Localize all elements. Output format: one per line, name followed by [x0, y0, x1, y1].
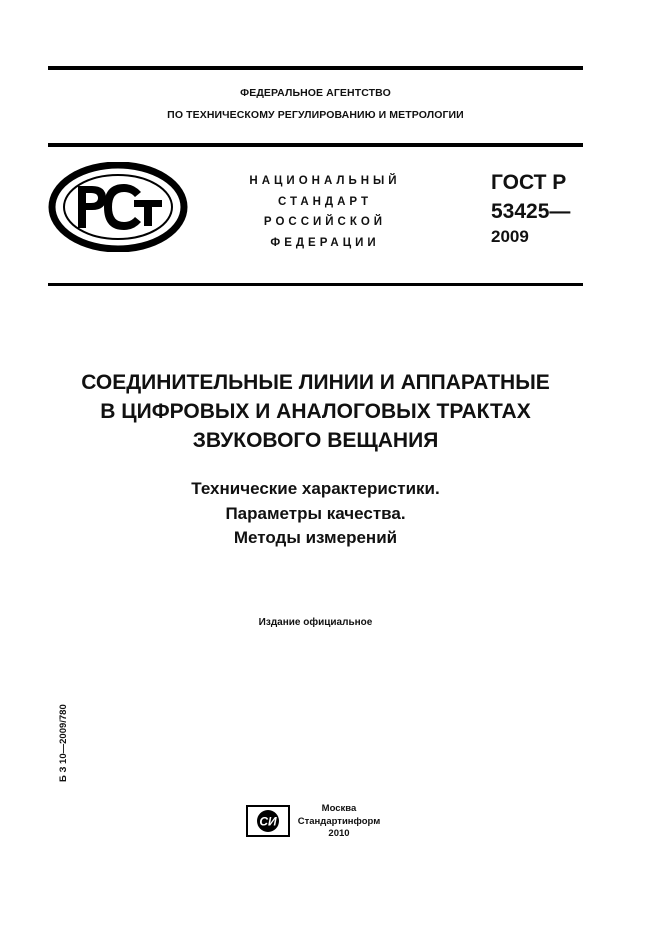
standard-type-line-3: РОССИЙСКОЙ — [263, 216, 387, 228]
side-code: Б З 10—2009/780 — [58, 704, 69, 782]
standard-designation — [491, 168, 570, 248]
standard-type-line-2: СТАНДАРТ — [278, 195, 372, 208]
designation-year: 2009 — [491, 227, 529, 246]
subtitle-line-3: Методы измерений — [233, 528, 398, 547]
publisher-block — [294, 803, 384, 841]
agency-line-1: ФЕДЕРАЛЬНОЕ АГЕНТСТВО — [240, 87, 391, 99]
designation-number: 53425— — [491, 200, 571, 223]
title-line-2: В ЦИФРОВЫХ И АНАЛОГОВЫХ ТРАКТАХ — [100, 400, 531, 423]
standard-type-line-1: НАЦИОНАЛЬНЫЙ — [249, 175, 401, 187]
designation-prefix: ГОСТ Р — [491, 171, 567, 194]
publisher-logo-text: СИ — [259, 814, 277, 829]
standard-type-line-4: ФЕДЕРАЦИИ — [270, 236, 380, 249]
top-rule — [48, 66, 583, 70]
standartinform-logo-icon — [246, 805, 290, 837]
publisher-name: Стандартинформ — [297, 815, 381, 827]
standard-type — [240, 171, 410, 253]
subtitle-line-2: Параметры качества. — [225, 503, 406, 523]
header-bottom-rule — [48, 283, 583, 286]
gost-r-emblem-icon — [48, 162, 188, 252]
publisher-year: 2010 — [328, 828, 350, 839]
title-line-3: ЗВУКОВОГО ВЕЩАНИЯ — [192, 429, 439, 452]
document-title — [30, 368, 601, 455]
header-rule — [48, 143, 583, 147]
agency-line-2: ПО ТЕХНИЧЕСКОМУ РЕГУЛИРОВАНИЮ И МЕТРОЛОГИИ — [167, 109, 464, 121]
subtitle-line-1: Технические характеристики. — [191, 479, 440, 498]
edition-note: Издание официальное — [258, 617, 373, 628]
title-line-1: СОЕДИНИТЕЛЬНЫЕ ЛИНИИ И АППАРАТНЫЕ — [81, 371, 550, 394]
publisher-city: Москва — [321, 803, 357, 814]
document-subtitle — [30, 477, 601, 551]
